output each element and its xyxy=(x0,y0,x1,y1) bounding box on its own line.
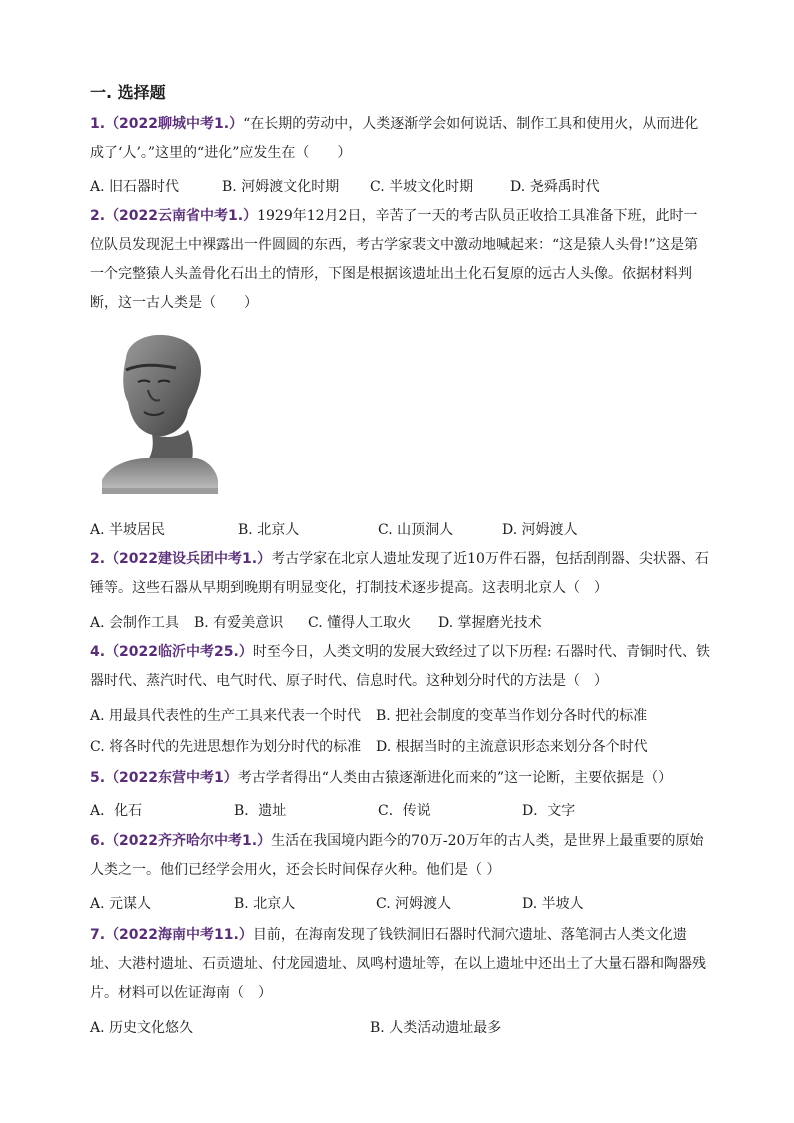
question-stem: 目前，在海南发现了钱铁洞旧石器时代洞穴遗址、落笔洞古人类文化遗址、大港村遗址、石贡遗址、付龙园遗址、凤鸣村遗址等，在以上遗址中还出土了大量石器和陶器残片。材料可以佐证海南（ ） xyxy=(90,927,706,1001)
question-2-options xyxy=(90,519,710,543)
option-d[interactable]: D. 尧舜禹时代 xyxy=(510,179,600,195)
question-source: （2022云南省中考1.） xyxy=(105,208,258,224)
question-4 xyxy=(90,638,710,696)
option-d[interactable]: D. 根据当时的主流意识形态来划分各个时代 xyxy=(376,739,648,755)
question-5 xyxy=(90,764,710,793)
question-number: 2. xyxy=(90,551,106,567)
question-4-options-row-2 xyxy=(90,736,710,760)
question-source: （2022齐齐哈尔中考1.） xyxy=(105,833,272,849)
option-a[interactable]: A. 会制作工具 xyxy=(90,615,180,631)
option-d[interactable]: D．文字 xyxy=(522,803,576,819)
question-source: （2022海南中考11.） xyxy=(105,927,253,943)
question-1-options xyxy=(90,176,710,200)
question-7 xyxy=(90,921,710,1008)
option-b[interactable]: B. 人类活动遗址最多 xyxy=(370,1020,502,1036)
question-stem: 时至今日，人类文明的发展大致经过了以下历程: 石器时代、青铜时代、铁器时代、蒸汽时代、电气时代、原子时代、信息时代。这种划分时代的方法是（ ） xyxy=(90,644,710,689)
option-d[interactable]: D. 掌握磨光技术 xyxy=(438,615,542,631)
question-stem: 考古学家在北京人遗址发现了近10万件石器，包括刮削器、尖状器、石锤等。这些石器从早期到晚期有明显变化，打制技术逐步提高。这表明北京人（ ） xyxy=(90,551,709,596)
question-number: 1. xyxy=(90,116,106,132)
option-b[interactable]: B. 北京人 xyxy=(234,896,296,912)
option-b[interactable]: B. 把社会制度的变革当作划分各时代的标准 xyxy=(376,708,648,724)
option-c[interactable]: C. 将各时代的先进思想作为划分时代的标准 xyxy=(90,739,362,755)
question-5-options xyxy=(90,800,710,824)
question-7-options xyxy=(90,1017,710,1041)
question-6 xyxy=(90,827,710,885)
option-c[interactable]: C. 懂得人工取火 xyxy=(308,615,412,631)
option-b[interactable]: B. 河姆渡文化时期 xyxy=(222,179,340,195)
option-c[interactable]: C．传说 xyxy=(378,803,431,819)
question-number: 5. xyxy=(90,770,106,786)
question-stem: 考古学者得出“人类由古猿逐渐进化而来的”这一论断，主要依据是（） xyxy=(237,770,673,786)
question-stem: 1929年12月2日，辛苦了一天的考古队员正收拾工具准备下班，此时一位队员发现泥土中裸露出一件圆圆的东西，考古学家裴文中激动地喊起来：“这是猿人头骨!”这是第一个完整猿人头盖骨化石出土的情形，下图是根据该遗址出土化石复原的远古人头像。依据材料判断，这一古人类是（ ） xyxy=(90,208,698,311)
option-a[interactable]: A. 历史文化悠久 xyxy=(90,1020,194,1036)
option-b[interactable]: B. 有爱美意识 xyxy=(194,615,284,631)
question-4-options-row-1 xyxy=(90,705,710,729)
question-6-options xyxy=(90,893,710,917)
question-2 xyxy=(90,202,710,318)
question-stem: 生活在我国境内距今的70万-20万年的古人类，是世界上最重要的原始人类之一。他们已经学会用火，还会长时间保存火种。他们是（ ） xyxy=(90,833,704,878)
option-c[interactable]: C. 半坡文化时期 xyxy=(370,179,474,195)
option-a[interactable]: A. 半坡居民 xyxy=(90,522,166,538)
question-3 xyxy=(90,545,710,603)
option-b[interactable]: B．遗址 xyxy=(234,803,287,819)
option-c[interactable]: C. 山顶洞人 xyxy=(378,522,454,538)
question-number: 7. xyxy=(90,927,106,943)
option-a[interactable]: A. 元谋人 xyxy=(90,896,152,912)
question-source: （2022聊城中考1.） xyxy=(105,116,244,132)
question-1 xyxy=(90,110,710,168)
section-title: 一. 选择题 xyxy=(90,83,166,102)
option-a[interactable]: A. 用最具代表性的生产工具来代表一个时代 xyxy=(90,708,362,724)
question-stem: “在长期的劳动中，人类逐渐学会如何说话、制作工具和使用火，从而进化成了‘人’。”这里的“进化”应发生在（ ） xyxy=(90,116,699,161)
option-c[interactable]: C. 河姆渡人 xyxy=(376,896,452,912)
option-a[interactable]: A．化石 xyxy=(90,803,143,819)
question-source: （2022建设兵团中考1.） xyxy=(105,551,272,567)
option-a[interactable]: A. 旧石器时代 xyxy=(90,179,180,195)
option-d[interactable]: D. 河姆渡人 xyxy=(502,522,578,538)
question-number: 4. xyxy=(90,644,106,660)
question-source: （2022临沂中考25.） xyxy=(105,644,253,660)
question-3-options xyxy=(90,612,710,636)
option-b[interactable]: B. 北京人 xyxy=(238,522,300,538)
peking-man-bust-image xyxy=(96,330,224,500)
question-number: 6. xyxy=(90,833,106,849)
question-source: （2022东营中考1） xyxy=(105,770,238,786)
question-number: 2. xyxy=(90,208,106,224)
option-d[interactable]: D. 半坡人 xyxy=(522,896,584,912)
